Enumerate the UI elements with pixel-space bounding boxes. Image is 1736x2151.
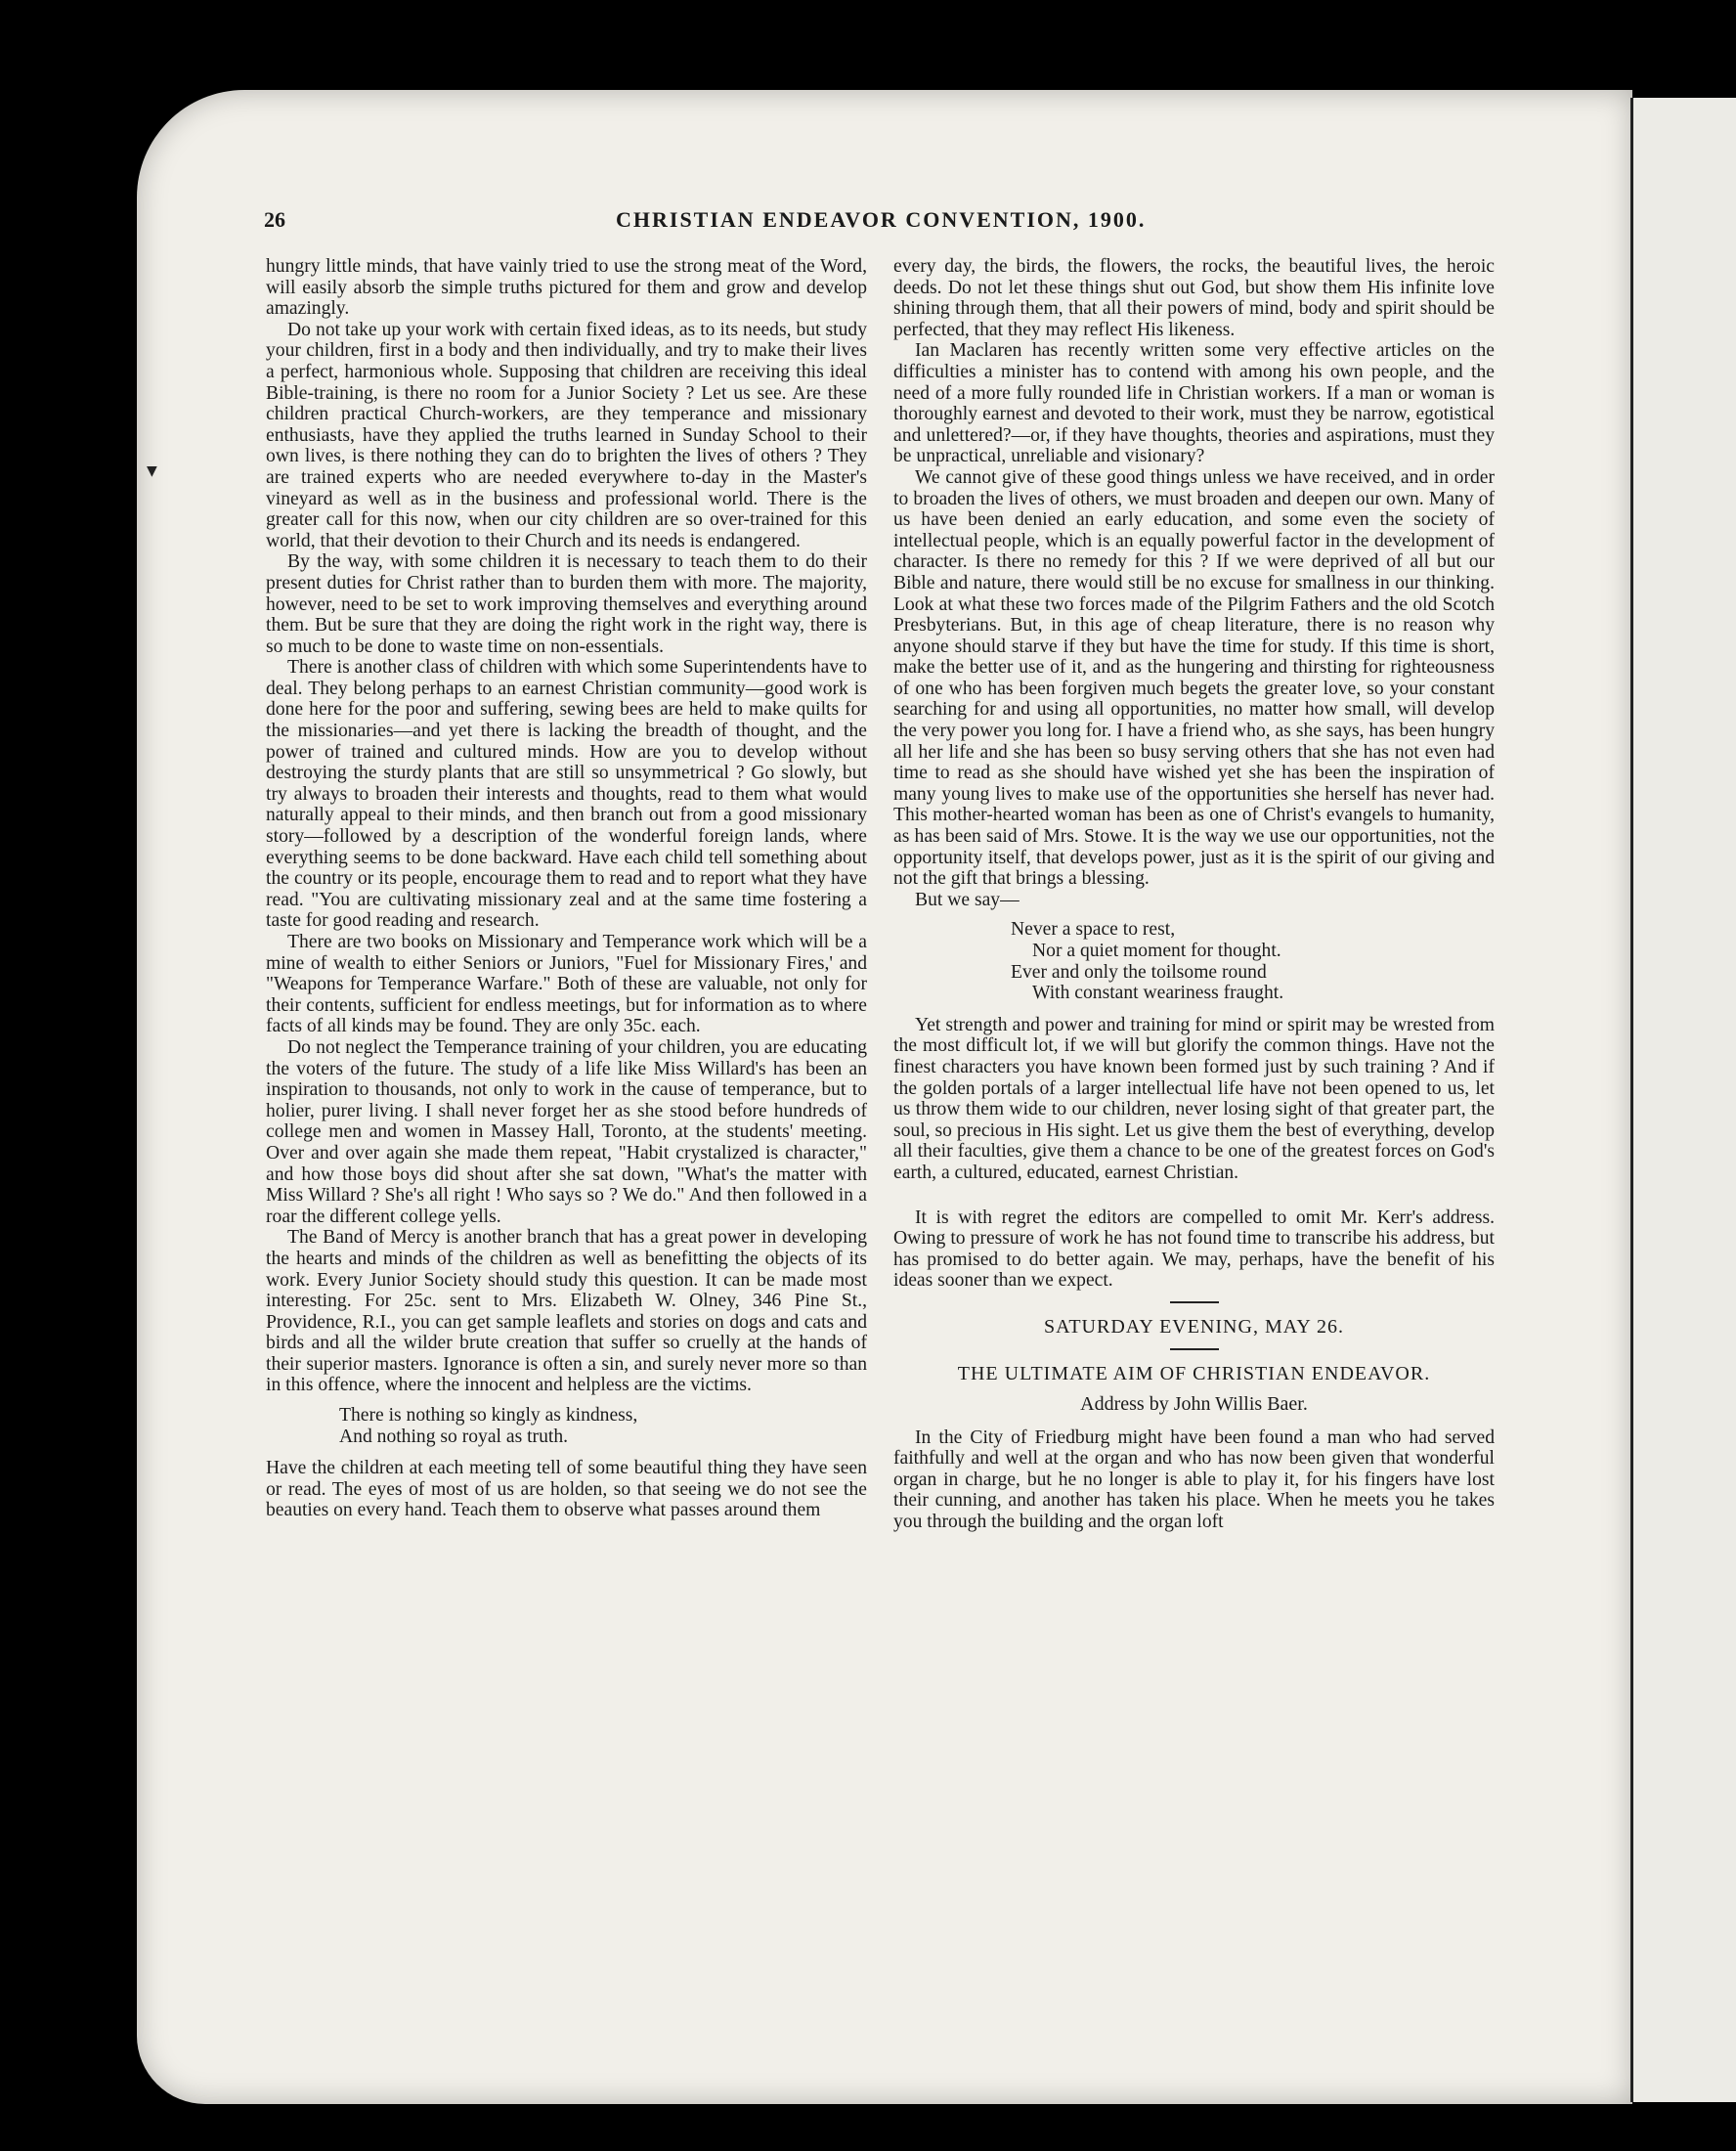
paragraph: In the City of Friedburg might have been found a man who had served faithfully and well at the organ and who has now been given that wonderful organ in charge, but he no longer is able to play it, for his fingers have lost their cunning, and another has taken his place. When he meets you he takes you through the building and the organ loft [893,1427,1495,1533]
facing-page-edge [1630,98,1736,2102]
verse-quote [266,1405,867,1447]
paragraph: We cannot give of these good things unless we have received, and in order to broaden the lives of others, we must broaden and deepen our own. Many of us have been denied an early education, and some even the society of intellectual people, which is an equally powerful factor in the development of character. Is there no remedy for this ? If we were deprived of all but our Bible and nature, there would still be no excuse for smallness in our thinking. Look at what these two forces made of the Pilgrim Fathers and the old Scotch Presbyterians. But, in this age of cheap literature, there is no reason why anyone should starve if they but have the time for study. If this time is short, make the better use of it, and as the hungering and thirsting for righteousness of one who has been forgiven much begets the greater love, so your constant searching for and using all opportunities, no matter how small, will develop the very power you long for. I have a friend who, as she says, has been hungry all her life and she has been so busy serving others that she has not even had time to read as she should have wished yet she has been the inspiration of many young lives to make use of the opportunities she herself has never had. This mother-hearted woman has been as one of Christ's evangels to humanity, as has been said of Mrs. Stowe. It is the way we use our opportunities, not the opportunity itself, that develops power, just as it is the spirit of our giving and not the gift that brings a blessing. [893,466,1495,890]
verse-quote [893,919,1495,1003]
byline: Address by John Willis Baer. [1080,1393,1308,1416]
paragraph: There are two books on Missionary and Temperance work which will be a mine of wealth to either Seniors or Juniors, "Fuel for Missionary Fires,' and "Weapons for Temperance Warfare." Both of these are valuable, not only for their contents, sufficient for endless meetings, but for information as to where facts of all kinds may be found. They are only 35c. each. [266,932,867,1037]
verse-line: And nothing so royal as truth. [339,1426,569,1447]
running-head [264,207,1476,246]
paragraph: Have the children at each meeting tell of some beautiful thing they have seen or read. The eyes of most of us are holden, so that seeing we do not see the beauties on every hand. Teach them to observe what passes around them [266,1458,867,1521]
verse-line: Nor a quiet moment for thought. [1032,941,1281,961]
editor-note: It is with regret the editors are compelled to omit Mr. Kerr's address. Owing to pressure of work he has not found time to transcribe his address, but has promised to do better again. We may, perhaps, have the benefit of his ideas sooner than we expect. [893,1207,1495,1292]
paragraph: Do not take up your work with certain fixed ideas, as to its needs, but study your children, first in a body and then individually, and try to make their lives a perfect, harmonious whole. Supposing that children are receiving this ideal Bible-training, is there no room for a Junior Society ? Let us see. Are these children practical Church-workers, are they temperance and missionary enthusiasts, have they applied the truths learned in Sunday School to their own lives, is there nothing they can do to brighten the lives of others ? They are trained experts who are needed everywhere to-day in the Master's vineyard as well as in the business and professional world. There is the greater call for this now, when our city children are so over-trained for this world, that their devotion to their Church and its needs is endangered. [266,319,867,551]
paragraph: every day, the birds, the flowers, the rocks, the beautiful lives, the heroic deeds. Do not let these things shut out God, but show them His infinite love shining through them, that all their powers of mind, body and spirit should be perfected, that they may reflect His likeness. [893,256,1495,340]
margin-mark: ▼ [147,463,157,479]
page-number: 26 [264,207,285,232]
left-column [266,256,867,1521]
verse-line: Never a space to rest, [1011,919,1176,941]
spacer [893,1184,1495,1207]
paragraph: Ian Maclaren has recently written some very effective articles on the difficulties a minister has to contend with among his own people, and the need of a more fully rounded life in Christian workers. If a man or woman is thoroughly earnest and devoted to their work, must they be narrow, egotistical and unlettered?—or, if they have thoughts, theories and aspirations, must they be unpractical, unreliable and visionary? [893,340,1495,467]
section-heading: SATURDAY EVENING, MAY 26. [1043,1315,1345,1338]
verse-line: There is nothing so kingly as kindness, [339,1405,638,1427]
divider-rule [1170,1348,1219,1350]
divider-rule [1170,1301,1219,1303]
running-title: CHRISTIAN ENDEAVOR CONVENTION, 1900. [616,207,1147,232]
paragraph: The Band of Mercy is another branch that has a great power in developing the hearts and minds of the children as well as benefitting the objects of its work. Every Junior Society should study this question. It can be made most interesting. For 25c. sent to Mrs. Elizabeth W. Olney, 346 Pine St., Providence, R.I., you can get sample leaflets and stories on dogs and cats and birds and all the wilder brute creation that suffer so cruelly at the hands of their superior masters. Ignorance is often a sin, and surely never more so than in this offence, where the innocent and helpless are the victims. [266,1227,867,1396]
paragraph: Yet strength and power and training for mind or spirit may be wrested from the most difficult lot, if we will but glorify the common things. Have not the finest characters you have known been formed just by such training ? And if the golden portals of a larger intellectual life have not been opened to us, let us throw them wide to our children, never losing sight of that greater part, the soul, so precious in His sight. Let us give them the best of everything, develop all their faculties, give them a chance to be one of the greatest forces on God's earth, a cultured, educated, earnest Christian. [893,1014,1495,1183]
paragraph: There is another class of children with which some Superintendents have to deal. They belong perhaps to an earnest Christian community—good work is done here for the poor and suffering, sewing bees are held to make quilts for the missionaries—and yet there is lacking the breadth of thought, and the power of trained and cultured minds. How are you to develop without destroying the sturdy plants that are still so unsymmetrical ? Go slowly, but try always to broaden their interests and thoughts, read to them what would naturally appeal to their minds, and then branch out from a good missionary story—followed by a description of the wonderful foreign lands, where everything seems to be done backward. Have each child tell something about the country or its people, encourage them to read and to report what they have read. "You are cultivating missionary zeal and at the same time fostering a taste for good reading and research. [266,657,867,932]
right-column [893,256,1495,1533]
verse-line: With constant weariness fraught. [1032,983,1284,1004]
paragraph: hungry little minds, that have vainly tried to use the strong meat of the Word, will easily absorb the simple truths pictured for them and grow and develop amazingly. [266,256,867,320]
paragraph: By the way, with some children it is necessary to teach them to do their present duties for Christ rather than to burden them with more. The majority, however, need to be set to work improving themselves and everything around them. But be sure that they are doing the right work in the right way, there is so much to be done to waste time on non-essentials. [266,551,867,657]
article-title: THE ULTIMATE AIM OF CHRISTIAN ENDEAVOR. [957,1362,1431,1384]
paragraph: Do not neglect the Temperance training of your children, you are educating the voters of the future. The study of a life like Miss Willard's has been an inspiration to thousands, not only to work in the cause of temperance, but to holier, purer living. I shall never forget her as she stood before hundreds of college men and women in Massey Hall, Toronto, at the students' meeting. Over and over again she made them repeat, "Habit crystalized is character," and how those boys did shout after she sat down, "What's the matter with Miss Willard ? She's all right ! Who says so ? We do." And then followed in a roar the different college yells. [266,1036,867,1227]
verse-line: Ever and only the toilsome round [1011,961,1267,983]
paragraph: But we say— [915,889,1020,910]
